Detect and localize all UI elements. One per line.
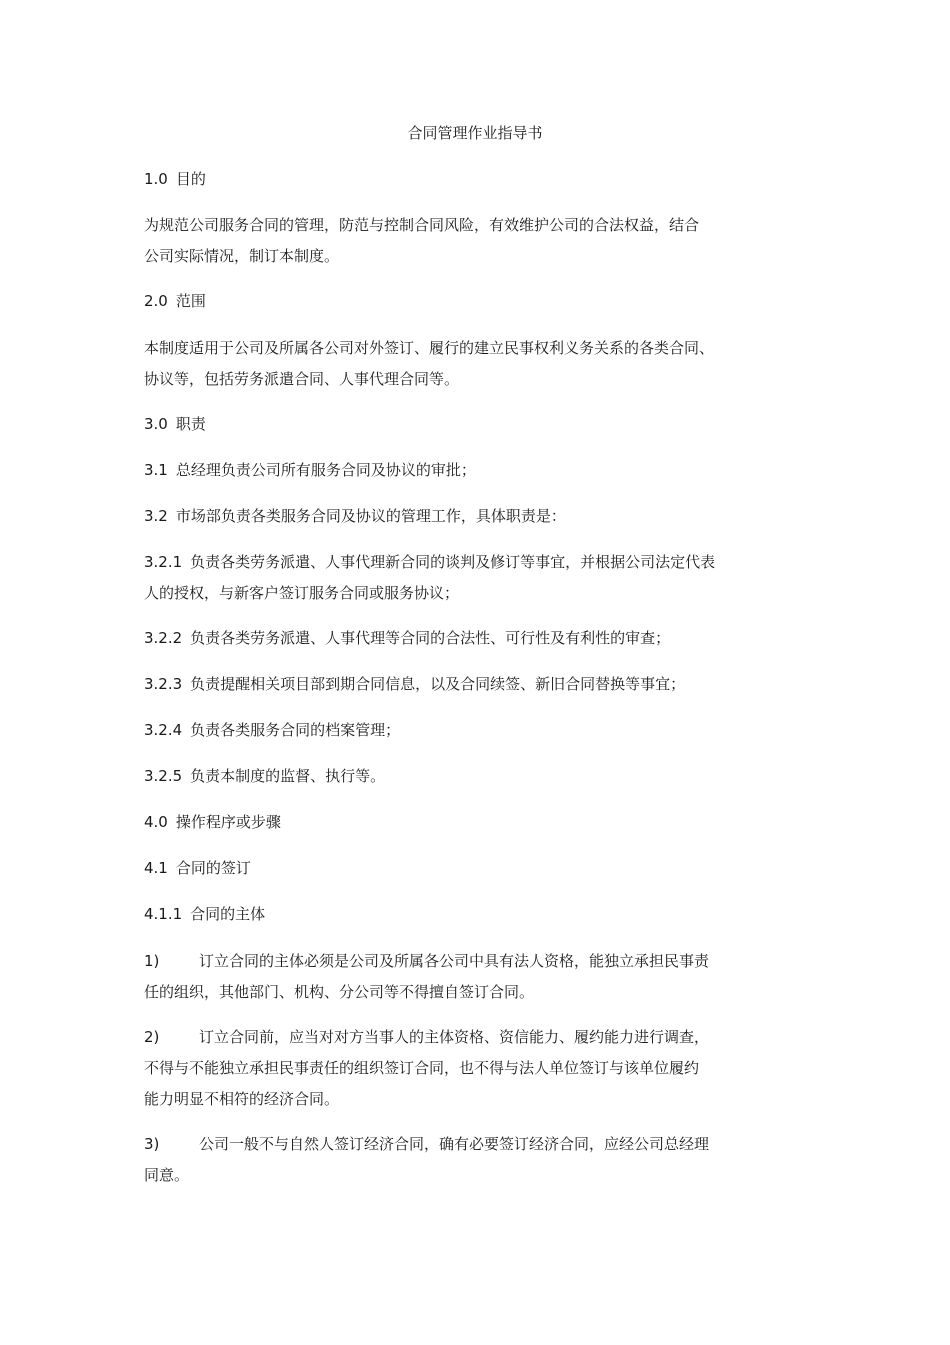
item-3-2-1-continuation: 人的授权，与新客户签订服务合同或服务协议； — [144, 584, 460, 602]
item-number: 3.2.4 — [144, 721, 183, 739]
item-number: 3.2 — [144, 507, 168, 525]
section-heading-text: 操作程序或步骤 — [175, 813, 281, 831]
list-text: 订立合同的主体必须是公司及所属各公司中具有法人资格，能独立承担民事责 — [199, 952, 710, 970]
list-text: 订立合同前，应当对对方当事人的主体资格、资信能力、履约能力进行调查， — [199, 1028, 710, 1046]
section-number: 2.0 — [144, 292, 168, 310]
section-number: 1.0 — [144, 170, 168, 188]
document-title: 合同管理作业指导书 — [407, 124, 543, 142]
item-text: 合同的签订 — [175, 859, 251, 877]
list-item-2-continuation: 不得与不能独立承担民事责任的组织签订合同，也不得与法人单位签订与该单位履约 — [144, 1059, 700, 1077]
list-item-1-continuation: 任的组织，其他部门、机构、分公司等不得擅自签订合同。 — [144, 983, 535, 1001]
item-number: 3.2.2 — [144, 629, 183, 647]
item-3-2-5 — [144, 765, 754, 787]
item-number: 4.1 — [144, 859, 168, 877]
item-4-1 — [144, 857, 754, 879]
item-3-1 — [144, 459, 754, 481]
section-2-paragraph-line: 协议等，包括劳务派遣合同、人事代理合同等。 — [144, 370, 460, 388]
item-text: 负责本制度的监督、执行等。 — [190, 767, 386, 785]
list-text: 公司一般不与自然人签订经济合同，确有必要签订经济合同，应经公司总经理 — [199, 1135, 710, 1153]
item-number: 4.1.1 — [144, 905, 183, 923]
section-heading-text: 目的 — [175, 170, 206, 188]
list-number: 3) — [144, 1135, 160, 1153]
section-heading-text: 职责 — [175, 415, 206, 433]
item-text: 合同的主体 — [190, 905, 266, 923]
item-text: 负责提醒相关项目部到期合同信息，以及合同续签、新旧合同替换等事宜； — [190, 675, 686, 693]
item-3-2-4 — [144, 719, 754, 741]
item-number: 3.1 — [144, 461, 168, 479]
item-3-2 — [144, 505, 754, 527]
section-4-heading — [144, 811, 754, 833]
item-3-2-2 — [144, 627, 754, 649]
list-item-1 — [144, 950, 754, 972]
section-2-paragraph-line: 本制度适用于公司及所属各公司对外签订、履行的建立民事权利义务关系的各类合同、 — [144, 339, 715, 357]
section-number: 3.0 — [144, 415, 168, 433]
section-1-heading — [144, 168, 754, 190]
item-text: 负责各类劳务派遣、人事代理新合同的谈判及修订等事宜，并根据公司法定代表 — [190, 553, 716, 571]
section-1-paragraph-line: 为规范公司服务合同的管理，防范与控制合同风险，有效维护公司的合法权益，结合 — [144, 216, 700, 234]
section-3-heading — [144, 413, 754, 435]
list-number: 2) — [144, 1028, 160, 1046]
list-item-3-continuation: 同意。 — [144, 1166, 190, 1184]
item-number: 3.2.1 — [144, 553, 183, 571]
section-2-heading — [144, 290, 754, 312]
list-item-3 — [144, 1133, 754, 1155]
item-text: 总经理负责公司所有服务合同及协议的审批； — [175, 461, 476, 479]
list-item-2-continuation: 能力明显不相符的经济合同。 — [144, 1090, 340, 1108]
section-heading-text: 范围 — [175, 292, 206, 310]
item-number: 3.2.5 — [144, 767, 183, 785]
item-number: 3.2.3 — [144, 675, 183, 693]
item-4-1-1 — [144, 903, 754, 925]
item-text: 负责各类服务合同的档案管理； — [190, 721, 401, 739]
item-text: 市场部负责各类服务合同及协议的管理工作，具体职责是： — [175, 507, 566, 525]
item-3-2-1 — [144, 551, 754, 573]
item-3-2-3 — [144, 673, 754, 695]
section-1-paragraph-line: 公司实际情况，制订本制度。 — [144, 247, 340, 265]
list-number: 1) — [144, 952, 160, 970]
section-number: 4.0 — [144, 813, 168, 831]
list-item-2 — [144, 1026, 754, 1048]
item-text: 负责各类劳务派遣、人事代理等合同的合法性、可行性及有利性的审查； — [190, 629, 671, 647]
